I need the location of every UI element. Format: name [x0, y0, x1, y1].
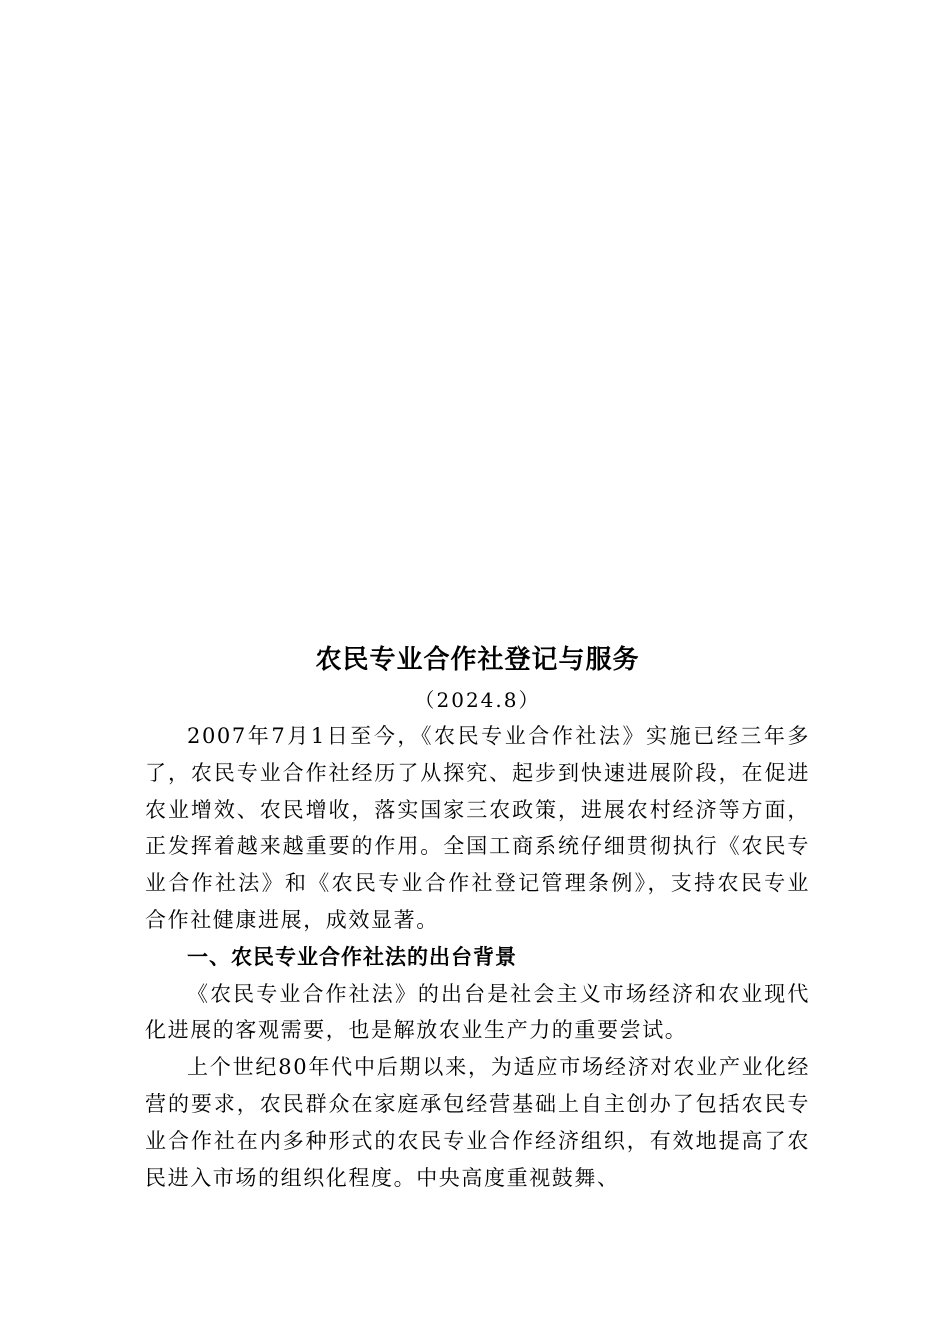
intro-paragraph: 2007年7月1日至今，《农民专业合作社法》实施已经三年多了，农民专业合作社经历了从探究、起步到快速进展阶段，在促进农业增效、农民增收，落实国家三农政策，进展农村经济等方面，正发挥着越来越重要的作用。全国工商系统仔细贯彻执行《农民专业合作社法》和《农民专业合作社登记管理条例》，支持农民专业合作社健康进展，成效显著。 — [145, 724, 810, 932]
section-paragraph-1: 《农民专业合作社法》的出台是社会主义市场经济和农业现代化进展的客观需要，也是解放农业生产力的重要尝试。 — [145, 981, 810, 1043]
section-paragraph-2: 上个世纪80年代中后期以来，为适应市场经济对农业产业化经营的要求，农民群众在家庭承包经营基础上自主创办了包括农民专业合作社在内多种形式的农民专业合作经济组织，有效地提高了农民进入市场的组织化程度。中央高度重视鼓舞、 — [145, 1055, 810, 1190]
section-heading: 一、农民专业合作社法的出台背景 — [187, 944, 517, 969]
document-date: （2024.8） — [414, 688, 541, 712]
document-title: 农民专业合作社登记与服务 — [315, 645, 640, 675]
document-body — [145, 636, 810, 1196]
